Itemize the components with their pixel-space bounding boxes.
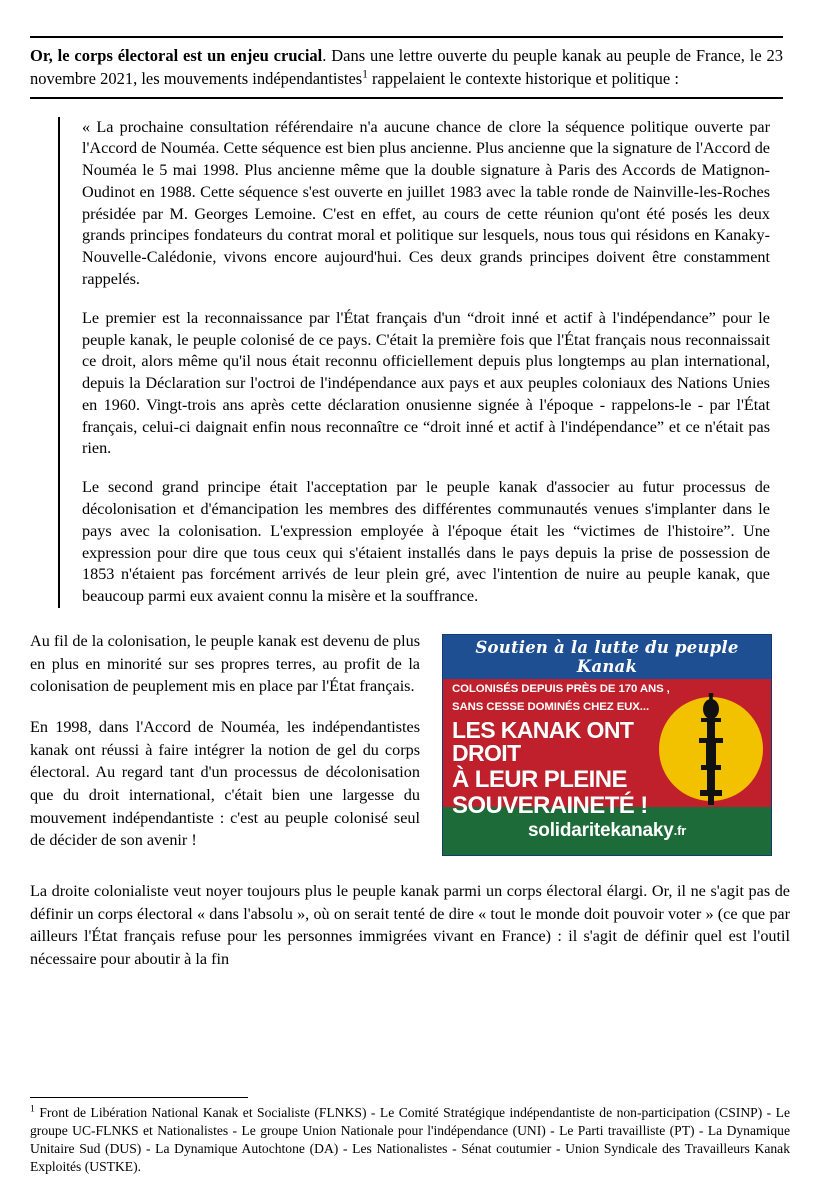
left-text-column [30,630,420,852]
kanak-totem-icon [697,693,725,805]
poster-website: solidaritekanaky [527,819,674,841]
poster-small-line-1: COLONISÉS DEPUIS PRÈS DE 170 ANS , [452,682,670,695]
poster-top-banner-text: Soutien à la lutte du peuple Kanak [475,637,739,676]
intro-rest: . Dans une lettre ouverte du peuple kanak au peuple de France, le 23 novembre 2021, les mouvements indépendantistes [30,46,783,88]
poster-big-line-3: SOUVERAINETÉ ! [452,792,648,820]
footnote-text-block [30,1104,790,1176]
poster-website-tld: .fr [673,823,687,839]
poster-slogan-block [452,683,682,819]
intro-lead-bold: Or, le corps électoral est un enjeu crucial [30,46,323,65]
blockquote [58,117,770,608]
footnote-divider [30,1097,248,1098]
poster-small-line-2: SANS CESSE DOMINÉS CHEZ EUX... [452,700,650,713]
quote-paragraph-2: Le premier est la reconnaissance par l'État français d'un “droit inné et actif à l'indépendance” pour le peuple kanak, le peuple colonisé de ce pays. C'était la première fois que l'État français nous reconnaissait ce droit, alors même qu'il nous était reconnu officiellement depuis plus longtemps au plan international, depuis la Déclaration sur l'octroi de l'indépendance aux pays et aux peuples coloniaux des Nations Unies en 1960. Vingt-trois ans après cette déclaration onusienne signée à l'époque - rappelons-le - par l'État français, celui-ci daignait enfin nous reconnaître ce “droit inné et actif à l'indépendance” et ce n'était pas rien. [82,308,770,458]
body-paragraph-1: Au fil de la colonisation, le peuple kanak est devenu de plus en plus en minorité sur ses propres terres, au profit de la colonisation de peuplement mis en place par l'État français. [30,631,420,696]
body-paragraph-2: En 1998, dans l'Accord de Nouméa, les indépendantistes kanak ont réussi à faire intégrer la notion de gel du corps électoral. Au regard tant d'un processus de décolonisation que du droit international, c'était bien une largesse du mouvement indépendantiste : c'est au peuple colonisé seul de décider de son avenir ! [30,717,420,850]
intro-paragraph [30,38,783,97]
intro-bottom-divider [30,97,783,99]
footnote-number: 1 [30,1103,35,1115]
two-column-row [30,630,790,856]
intro-tail: rappelaient le contexte historique et politique : [367,68,679,88]
poster-top-banner [443,635,771,679]
lower-section [30,630,790,971]
quote-paragraph-1: « La prochaine consultation référendaire n'a aucune chance de clore la séquence politique ouverte par l'Accord de Nouméa. Cette séquence est bien plus ancienne. Plus ancienne que la signature de l'Accord de Nouméa le 5 mai 1998. Plus ancienne même que la double signature à Paris des Accords de Matignon-Oudinot en 1988. Cette séquence s'est ouverte en juillet 1983 avec la table ronde de Nainville-les-Roches présidée par M. Georges Lemoine. C'est en effet, au cours de cette réunion qu'ont été posés les deux grands principes fondateurs du contrat moral et politique sur lesquels, nous tous qui résidons en Kanaky-Nouvelle-Calédonie, vivons encore aujourd'hui. Ces deux grands principes doivent être constamment rappelés. [82,117,770,288]
poster-big-line-1: LES KANAK ONT DROIT [452,716,634,767]
footnote-section [30,1097,790,1176]
quote-paragraph-3: Le second grand principe était l'acceptation par le peuple kanak d'associer au futur processus de décolonisation et d'émancipation les membres des différentes communautés venues s'implanter dans le pays avec la colonisation. L'expression employée à l'époque était les “victimes de l'histoire”. Une expression pour dire que tous ceux qui s'étaient installés dans le pays depuis la prise de possession de 1853 n'étaient pas forcément arrivés de leur plein gré, avec l'intention de nuire au peuple kanak, que beaucoup parmi eux avaient connu la misère et la souffrance. [82,478,770,606]
footnote-text: Front de Libération National Kanak et Socialiste (FLNKS) - Le Comité Stratégique indépendantiste de non-participation (CSINP) - Le groupe UC-FLNKS et Nationalistes - Le groupe Union Nationale pour l'indépendance (UNI) - Le Parti travailliste (PT) - La Dynamique Unitaire Sud (DUS) - La Dynamique Autochtone (DA) - Les Nationalistes - Sénat coutumier - Union Syndicale des Travailleurs Kanak Exploités (USTKE). [30,1104,790,1174]
footnote-marker-inline: 1 [362,68,368,81]
solidarity-poster-image [442,634,772,856]
poster-big-line-2: À LEUR PLEINE [452,765,627,793]
body-paragraph-3: La droite colonialiste veut noyer toujours plus le peuple kanak parmi un corps électoral élargi. Or, il ne s'agit pas de définir un corps électoral « dans l'absolu », où on serait tenté de dire « tout le monde doit pouvoir voter » (ce que par ailleurs l'État français refuse pour les personnes immigrées vivant en France) : il s'agit de définir quel est l'outil nécessaire pour aboutir à la fin [30,881,790,968]
